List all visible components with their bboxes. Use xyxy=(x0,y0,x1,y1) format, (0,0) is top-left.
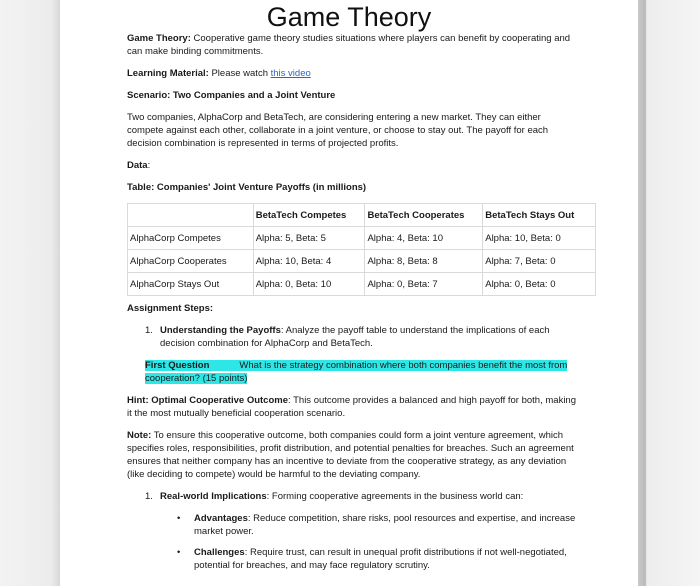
page-title: Game Theory xyxy=(266,2,432,32)
note-text: To ensure this cooperative outcome, both companies could form a joint venture agreement, which specifies roles, responsibilities, profit distribution, and potential penalties for breaches. Such an agreement ensures that neither company has an incentive to deviate from the cooperative strategy, as any deviation (like deciding to compete) would be harmful to the deviating company. xyxy=(127,430,574,480)
table-row xyxy=(128,273,596,296)
table-header-cell: BetaTech Competes xyxy=(253,204,365,227)
table-cell: Alpha: 7, Beta: 0 xyxy=(483,250,596,273)
step-number: 1. xyxy=(145,325,153,336)
step-text: : Forming cooperative agreements in the business world can: xyxy=(266,491,524,502)
data-heading xyxy=(127,159,577,172)
bullet-label: Advantages xyxy=(194,513,248,524)
step-understanding-payoffs xyxy=(127,324,577,350)
first-question xyxy=(127,359,577,385)
table-header-cell: BetaTech Stays Out xyxy=(483,204,596,227)
scenario-paragraph: Two companies, AlphaCorp and BetaTech, are considering entering a new market. They can either compete against each other, collaborate in a joint venture, or choose to stay out. The payoff for each decision combination is represented in terms of projected profits. xyxy=(127,112,549,149)
table-cell: Alpha: 0, Beta: 7 xyxy=(365,273,483,296)
question-text: What is the strategy combination where both companies benefit the most from cooperation? (15 points) xyxy=(145,360,568,384)
hint-paragraph xyxy=(127,394,577,420)
viewer-left-margin xyxy=(0,0,60,586)
payoff-table xyxy=(127,203,596,296)
table-cell: Alpha: 0, Beta: 0 xyxy=(483,273,596,296)
table-cell: Alpha: 10, Beta: 4 xyxy=(253,250,365,273)
bullet-text: : Require trust, can result in unequal profit distributions if not well-negotiated, potential for breaches, and may face regulatory scrutiny. xyxy=(194,547,567,571)
list-item xyxy=(127,546,577,572)
table-cell: Alpha: 4, Beta: 10 xyxy=(365,227,483,250)
document-page xyxy=(60,0,638,586)
note-label: Note: xyxy=(127,430,152,441)
table-row xyxy=(128,227,596,250)
implications-list xyxy=(127,512,577,572)
table-cell: AlphaCorp Cooperates xyxy=(128,250,254,273)
list-item xyxy=(127,512,577,538)
scenario-heading-text: Scenario: Two Companies and a Joint Venture xyxy=(127,90,336,101)
table-header-row xyxy=(128,204,596,227)
step-text: : Analyze the payoff table to understand the implications of each decision combination for AlphaCorp and BetaTech. xyxy=(160,325,550,349)
scenario-heading xyxy=(127,89,577,102)
learning-material-label: Learning Material: xyxy=(127,68,209,79)
table-cell: Alpha: 10, Beta: 0 xyxy=(483,227,596,250)
table-caption xyxy=(127,181,577,194)
table-cell: AlphaCorp Competes xyxy=(128,227,254,250)
intro-text: Cooperative game theory studies situations where players can benefit by cooperating and can make binding commitments. xyxy=(127,33,571,57)
assignment-heading-text: Assignment Steps: xyxy=(127,303,214,314)
learning-material-text: Please watch xyxy=(208,68,271,79)
table-cell: Alpha: 0, Beta: 10 xyxy=(253,273,365,296)
table-cell: Alpha: 5, Beta: 5 xyxy=(253,227,365,250)
video-link[interactable]: this video xyxy=(270,68,311,79)
bullet-icon: • xyxy=(177,547,181,558)
step-label: Real-world Implications xyxy=(160,491,267,502)
table-row xyxy=(128,250,596,273)
table-cell: Alpha: 8, Beta: 8 xyxy=(365,250,483,273)
bullet-icon: • xyxy=(177,513,181,524)
table-header-cell: BetaTech Cooperates xyxy=(365,204,483,227)
viewer-right-margin xyxy=(638,0,700,586)
step-real-world-implications xyxy=(127,490,577,503)
document-body xyxy=(127,32,577,580)
data-colon: : xyxy=(147,160,151,171)
table-cell: AlphaCorp Stays Out xyxy=(128,273,254,296)
table-header-cell xyxy=(128,204,254,227)
data-label: Data xyxy=(127,160,148,171)
intro-paragraph xyxy=(127,32,577,58)
assignment-heading xyxy=(127,302,577,315)
hint-label: Hint: Optimal Cooperative Outcome xyxy=(127,395,288,406)
table-caption-text: Table: Companies' Joint Venture Payoffs (in millions) xyxy=(127,182,367,193)
note-paragraph xyxy=(127,429,577,481)
intro-label: Game Theory: xyxy=(127,33,191,44)
step-number: 1. xyxy=(145,491,153,502)
hint-text: : This outcome provides a balanced and high payoff for both, making it the most mutually beneficial cooperation scenario. xyxy=(127,395,576,419)
bullet-label: Challenges xyxy=(194,547,245,558)
question-label: First Question xyxy=(145,360,210,371)
step-label: Understanding the Payoffs xyxy=(160,325,281,336)
bullet-text: : Reduce competition, share risks, pool resources and expertise, and increase market power. xyxy=(194,513,576,537)
learning-material-paragraph xyxy=(127,67,577,80)
question-highlight xyxy=(145,360,567,384)
